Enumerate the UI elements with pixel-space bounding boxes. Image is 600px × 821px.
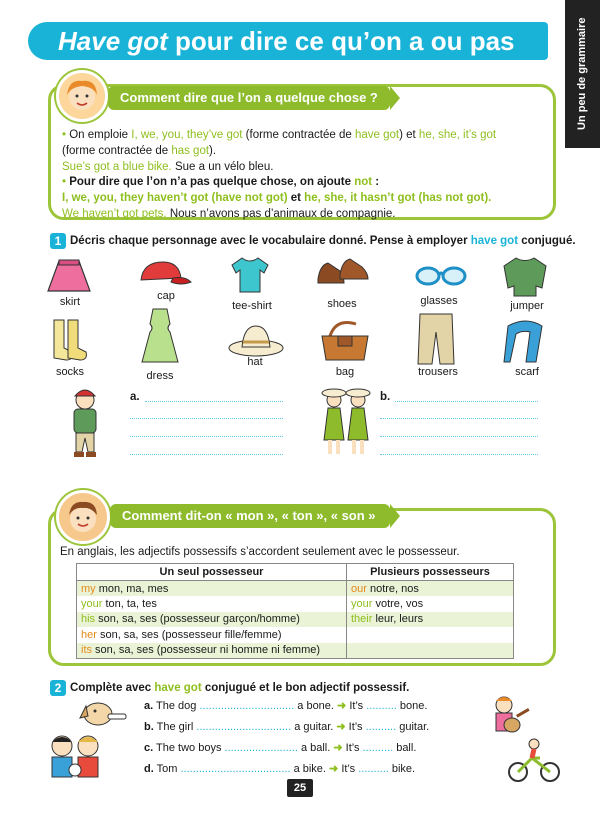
bag-icon [316, 318, 374, 364]
answer-b-label: b. [380, 391, 391, 403]
boy-face-icon [59, 493, 107, 541]
blank[interactable]: .......... [366, 700, 397, 712]
exercise-2-instruction: Complète avec have got conjugué et le bon adjectif possessif. [70, 682, 410, 694]
dog-illustration [76, 696, 128, 728]
answer-b-line-3[interactable] [380, 436, 538, 437]
shoes-icon [314, 255, 372, 293]
item-label-cap: cap [157, 290, 175, 302]
skirt-icon [44, 257, 94, 295]
twin-girls-illustration [318, 382, 374, 460]
blank[interactable]: .......... [362, 742, 394, 754]
exercise-2-line-c: c. The two boys ........................ a ball. ➜ It’s .......... ball. [144, 742, 417, 754]
table-row: her son, sa, ses (possesseur fille/femme) [77, 627, 514, 643]
answer-a-line-3[interactable] [130, 436, 283, 437]
answer-b-line-4[interactable] [380, 454, 538, 455]
socks-icon [46, 318, 92, 364]
dress-icon [140, 306, 180, 366]
girl-face-icon [59, 73, 105, 119]
exercise-2-line-b: b. The girl ............................... a guitar. ➜ It’s .......... guitar. [144, 721, 430, 733]
glasses-icon [413, 260, 469, 288]
answer-a-line-1[interactable] [145, 401, 283, 402]
boy-character-illustration [62, 386, 108, 460]
item-label-scarf: scarf [515, 366, 539, 378]
bullet: • [62, 176, 70, 189]
answer-a-label: a. [130, 391, 140, 403]
exercise-2-number: 2 [50, 680, 66, 696]
item-label-skirt: skirt [59, 296, 81, 308]
arrow-icon: ➜ [337, 700, 347, 712]
answer-a-line-4[interactable] [130, 454, 283, 455]
item-label-socks: socks [55, 366, 85, 378]
answer-b-line-1[interactable] [395, 401, 538, 402]
exercise-2-line-d: d. Tom .................................... a bike. ➜ It’s .......... bike. [144, 763, 416, 775]
possessive-table [76, 563, 514, 659]
bullet: • [62, 129, 70, 141]
answer-b-line-2[interactable] [380, 418, 538, 419]
cap-icon [133, 258, 193, 290]
heading-arrow [390, 86, 400, 110]
col-header-single: Un seul possesseur [77, 564, 347, 581]
table-row: his son, sa, ses (possesseur garçon/homme) their leur, leurs [77, 612, 514, 628]
girl-avatar [56, 70, 108, 122]
hat-icon [226, 320, 286, 358]
page-number: 25 [287, 779, 313, 797]
item-label-jumper: jumper [510, 300, 544, 312]
exercise-2-lines [144, 699, 429, 783]
answer-a-line-2[interactable] [130, 418, 283, 419]
item-label-glasses: glasses [420, 295, 458, 307]
arrow-icon: ➜ [329, 763, 339, 775]
item-label-dress: dress [146, 370, 174, 382]
page-title [58, 22, 515, 60]
box2-heading: Comment dit-on « mon », « ton », « son » etc. ? [110, 504, 390, 528]
arrow-icon: ➜ [333, 742, 343, 754]
tom-bike-illustration [506, 738, 562, 782]
col-header-plural: Plusieurs possesseurs [347, 564, 514, 581]
blank[interactable]: ........................ [224, 742, 298, 754]
exercise-1-number: 1 [50, 233, 66, 249]
boy-avatar [56, 490, 110, 544]
scarf-icon [502, 318, 548, 364]
trousers-icon [414, 312, 458, 366]
tee-shirt-icon [228, 255, 272, 295]
exercise-1-instruction: Décris chaque personnage avec le vocabulaire donné. Pense à employer have got conjugué. [70, 235, 576, 247]
box1-heading: Comment dire que l’on a quelque chose ? [108, 86, 390, 110]
item-label-tee-shirt: tee-shirt [232, 300, 272, 312]
blank[interactable]: .................................... [180, 763, 291, 775]
table-row: my mon, ma, mes our notre, nos [77, 581, 514, 597]
item-label-shoes: shoes [327, 298, 357, 310]
item-label-trousers: trousers [418, 366, 458, 378]
heading-arrow [390, 504, 400, 528]
box2-intro: En anglais, les adjectifs possessifs s’accordent seulement avec le possesseur. [60, 546, 460, 558]
two-boys-illustration [44, 730, 108, 780]
jumper-icon [500, 254, 550, 298]
blank[interactable]: .......... [358, 763, 389, 775]
blank[interactable]: ............................... [196, 721, 292, 733]
item-label-bag: bag [335, 366, 355, 378]
side-tab-label: Un peu de grammaire [576, 17, 588, 131]
title-emphasis: Have got [58, 26, 168, 56]
exercise-2-line-a: a. The dog ............................... a bone. ➜ It’s .......... bone. [144, 700, 428, 712]
girl-guitar-illustration [484, 693, 532, 739]
title-rest: pour dire ce qu’on a ou pas [167, 26, 515, 56]
arrow-icon: ➜ [336, 721, 346, 733]
blank[interactable]: .......... [365, 721, 397, 733]
table-row: your ton, ta, tes your votre, vos [77, 596, 514, 612]
blank[interactable]: ............................... [199, 700, 295, 712]
table-row: its son, sa, ses (possesseur ni homme ni femme) [77, 643, 514, 659]
item-label-hat: hat [247, 356, 263, 368]
box1-content: • On emploie I, we, you, they’ve got (forme contractée de have got) et he, she, it’s got (forme contractée de has got). Sue’s got a blue bike. Sue a un vélo bleu. • Pour dire que l’on n’a pas quelque chose, on ajoute not : I, we, you, they haven’t got (have not got) et he, she, it hasn’t got (has not got). We haven’t got pets. Nous n’avons pas d’animaux de compagnie. [62, 129, 497, 220]
